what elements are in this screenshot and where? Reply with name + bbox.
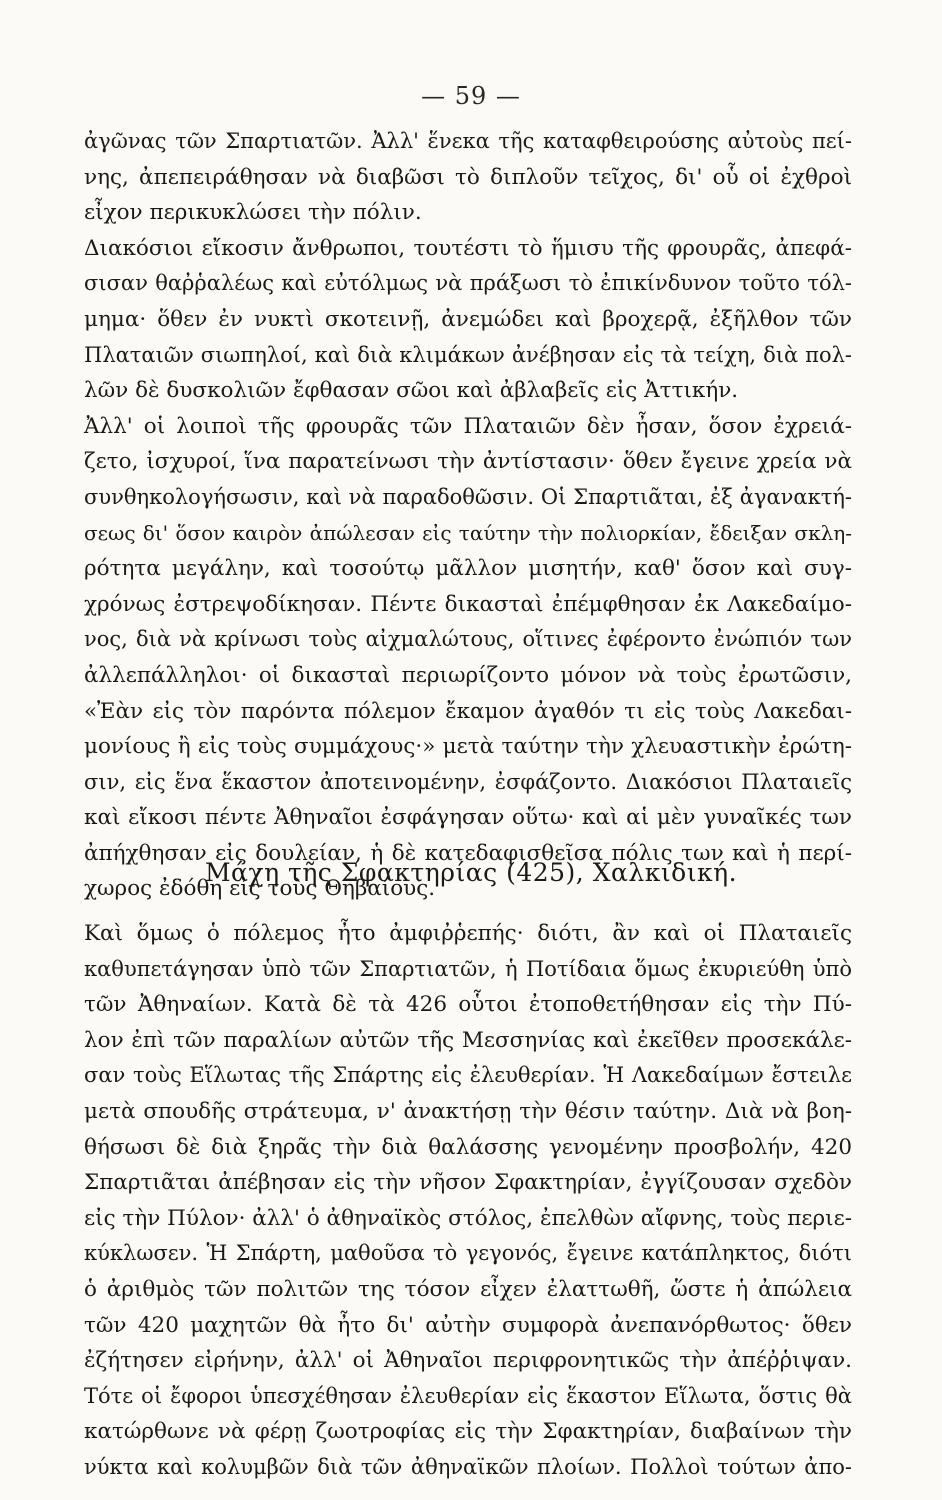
paragraphs-sphacteria bbox=[84, 916, 852, 1486]
text-line: καθυπετάγησαν ὑπὸ τῶν Σπαρτιατῶν, ἡ Ποτίδαια ὅμως ἐκυριεύθη ὑπὸ bbox=[84, 956, 852, 981]
text-line: σεως δι' ὅσον καιρὸν ἀπώλεσαν εἰς ταύτην τὴν πολιορκίαν, ἔδειξαν σκλη- bbox=[84, 520, 852, 545]
text-line: τῶν Ἀθηναίων. Κατὰ δὲ τὰ 426 οὗτοι ἐτοποθετήθησαν εἰς τὴν Πύ- bbox=[84, 992, 852, 1018]
text-line: νης, ἀπεπειράθησαν νὰ διαβῶσι τὸ διπλοῦν τεῖχος, δι' οὗ οἱ ἐχθροὶ bbox=[84, 164, 852, 190]
text-line: Ἀλλ' οἱ λοιποὶ τῆς φρουρᾶς τῶν Πλαταιῶν δὲν ἦσαν, ὅσον ἐχρειά- bbox=[84, 413, 852, 439]
page-number: — 59 — bbox=[421, 82, 521, 110]
text-line: Διακόσιοι εἴκοσιν ἄνθρωποι, τουτέστι τὸ ἥμισυ τῆς φρουρᾶς, ἀπεφά- bbox=[84, 235, 852, 261]
text-line: εἶχον περικυκλώσει τὴν πόλιν. bbox=[84, 200, 422, 226]
text-line: ἀγῶνας τῶν Σπαρτιατῶν. Ἀλλ' ἕνεκα τῆς καταφθειρούσης αὐτοὺς πεί- bbox=[84, 129, 852, 153]
text-line: μημα· ὅθεν ἐν νυκτὶ σκοτεινῇ, ἀνεμώδει καὶ βροχερᾷ, ἐξῆλθον τῶν bbox=[84, 306, 852, 332]
text-line: τῶν 420 μαχητῶν θὰ ἦτο δι' αὐτὴν συμφορὰ ἀνεπανόρθωτος· ὅθεν bbox=[84, 1312, 852, 1338]
text-line: νος, διὰ νὰ κρίνωσι τοὺς αἰχμαλώτους, οἵτινες ἐφέροντο ἐνώπιόν των bbox=[84, 627, 852, 652]
text-line: σισαν θαῤῥαλέως καὶ εὐτόλμως νὰ πράξωσι τὸ ἐπικίνδυνον τοῦτο τόλ- bbox=[84, 271, 852, 296]
text-line: «Ἐὰν εἰς τὸν παρόντα πόλεμον ἔκαμον ἀγαθόν τι εἰς τοὺς Λακεδαι- bbox=[84, 698, 852, 724]
text-line: μονίους ἢ εἰς τοὺς συμμάχους·» μετὰ ταύτην τὴν χλευαστικὴν ἐρώτη- bbox=[84, 734, 852, 760]
text-line: λον ἐπὶ τῶν παραλίων αὐτῶν τῆς Μεσσηνίας καὶ ἐκεῖθεν προσεκάλε- bbox=[84, 1027, 852, 1053]
text-line: κύκλωσεν. Ἡ Σπάρτη, μαθοῦσα τὸ γεγονός, ἔγεινε κατάπληκτος, διότι bbox=[84, 1241, 852, 1266]
text-line: ζετο, ἰσχυροί, ἵνα παρατείνωσι τὴν ἀντίστασιν· ὅθεν ἔγεινε χρεία νὰ bbox=[84, 449, 852, 475]
text-line: Σπαρτιᾶται ἀπέβησαν εἰς τὴν νῆσον Σφακτηρίαν, ἐγγίζουσαν σχεδὸν bbox=[84, 1170, 852, 1196]
text-line: Τότε οἱ ἔφοροι ὑπεσχέθησαν ἐλευθερίαν εἰς ἕκαστον Εἵλωτα, ὅστις θὰ bbox=[84, 1383, 852, 1408]
text-line: σιν, εἰς ἕνα ἕκαστον ἀποτεινομένην, ἐσφάζοντο. Διακόσιοι Πλαταιεῖς bbox=[84, 769, 852, 794]
text-line: κατώρθωνε νὰ φέρῃ ζωοτροφίας εἰς τὴν Σφακτηρίαν, διαβαίνων τὴν bbox=[84, 1419, 852, 1445]
paragraphs-plataea bbox=[84, 124, 852, 907]
text-line: ἐζήτησεν εἰρήνην, ἀλλ' οἱ Ἀθηναῖοι περιφρονητικῶς τὴν ἀπέῤῥιψαν. bbox=[84, 1348, 852, 1374]
text-line: νύκτα καὶ κολυμβῶν διὰ τῶν ἀθηναϊκῶν πλοίων. Πολλοὶ τούτων ἀπο- bbox=[84, 1454, 852, 1479]
text-line: λῶν δὲ δυσκολιῶν ἔφθασαν σῶοι καὶ ἀβλαβεῖς εἰς Ἀττικήν. bbox=[84, 378, 739, 404]
text-line: χρόνως ἐστρεψοδίκησαν. Πέντε δικασταὶ ἐπέμφθησαν ἐκ Λακεδαίμο- bbox=[84, 591, 852, 617]
text-line: ρότητα μεγάλην, καὶ τοσούτῳ μᾶλλον μισητήν, καθ' ὅσον καὶ συγ- bbox=[84, 556, 852, 582]
text-line: καὶ εἴκοσι πέντε Ἀθηναῖοι ἐσφάγησαν οὕτω· καὶ αἱ μὲν γυναῖκές των bbox=[84, 805, 852, 831]
text-line: ἀλλεπάλληλοι· οἱ δικασταὶ περιωρίζοντο μόνον νὰ τοὺς ἐρωτῶσιν, bbox=[84, 662, 852, 688]
text-line: εἰς τὴν Πύλον· ἀλλ' ὁ ἀθηναϊκὸς στόλος, ἐπελθὼν αἴφνης, τοὺς περιε- bbox=[84, 1205, 852, 1231]
text-line: ὁ ἀριθμὸς τῶν πολιτῶν της τόσον εἶχεν ἐλαττωθῆ, ὥστε ἡ ἀπώλεια bbox=[84, 1276, 852, 1302]
text-line: θήσωσι δὲ διὰ ξηρᾶς τὴν διὰ θαλάσσης γενομένην προσβολήν, 420 bbox=[84, 1134, 852, 1160]
text-line: Πλαταιῶν σιωπηλοί, καὶ διὰ κλιμάκων ἀνέβησαν εἰς τὰ τείχη, διὰ πολ- bbox=[84, 342, 852, 367]
text-line: Καὶ ὅμως ὁ πόλεμος ἦτο ἀμφιῤῥεπής· διότι, ἂν καὶ οἱ Πλαταιεῖς bbox=[84, 921, 852, 946]
text-line: ἀπήχθησαν εἰς δουλείαν, ἡ δὲ κατεδαφισθεῖσα πόλις των καὶ ἡ περί- bbox=[84, 840, 852, 866]
text-line: χωρος ἐδόθη εἰς τοὺς Θηβαίους. bbox=[84, 876, 436, 902]
text-line: συνθηκολογήσωσιν, καὶ νὰ παραδοθῶσιν. Οἱ Σπαρτιᾶται, ἐξ ἀγανακτή- bbox=[84, 484, 852, 509]
section-heading: Μάχη τῆς Σφακτηρίας (425), Χαλκιδική. bbox=[204, 858, 738, 887]
text-line: μετὰ σπουδῆς στράτευμα, ν' ἀνακτήσῃ τὴν θέσιν ταύτην. Διὰ νὰ βοη- bbox=[84, 1098, 852, 1124]
text-line: σαν τοὺς Εἵλωτας τῆς Σπάρτης εἰς ἐλευθερίαν. Ἡ Λακεδαίμων ἔστειλε bbox=[84, 1063, 852, 1088]
